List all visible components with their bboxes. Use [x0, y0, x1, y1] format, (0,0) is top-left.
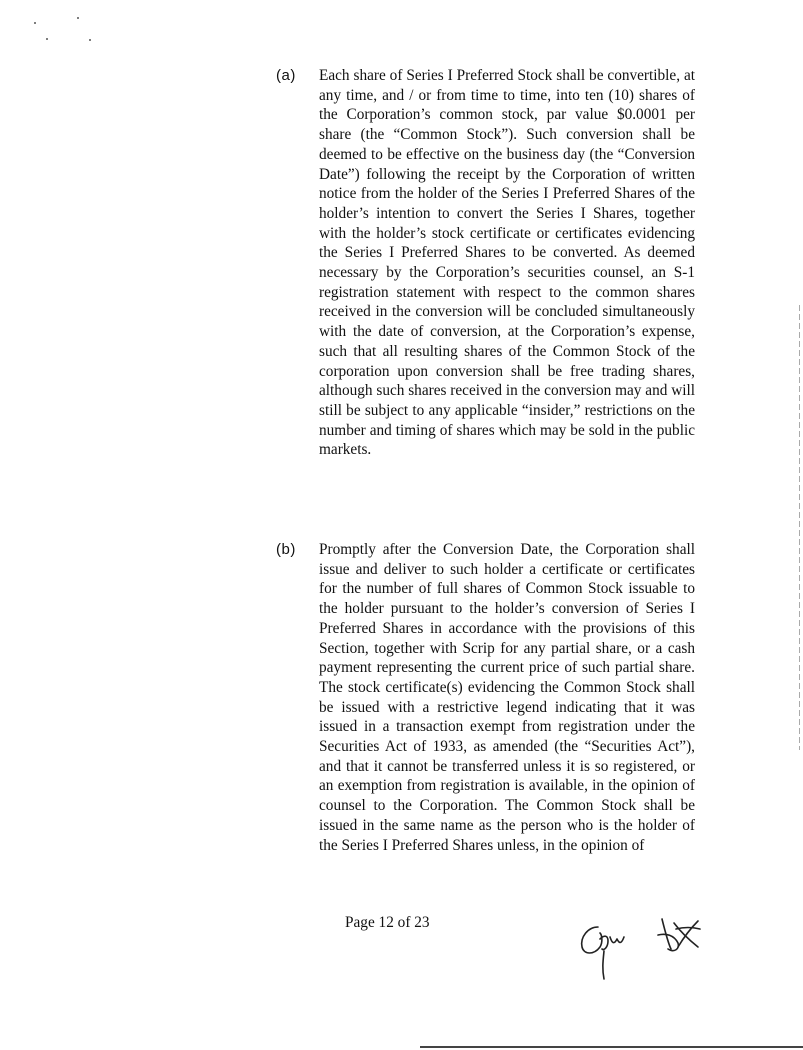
- clause-marker: (b): [276, 541, 296, 558]
- clause-marker: (a): [276, 67, 296, 84]
- page-number: Page 12 of 23: [345, 914, 430, 931]
- clause-text: Promptly after the Conversion Date, the Corporation shall issue and deliver to such holder a certificate or certificates for the number of full shares of Common Stock issuable to the holder pursuant to the holder’s conversion of Series I Preferred Shares in accordance with the provisions of this Section, together with Scrip for any partial share, or a cash payment representing the current price of such partial share. The stock certificate(s) evidencing the Common Stock shall be issued with a restrictive legend indicating that it was issued in a transaction exempt from registration under the Securities Act of 1933, as amended (the “Securities Act”), and that it cannot be transferred unless it is so registered, or an exemption from registration is available, in the opinion of counsel to the Corporation. The Common Stock shall be issued in the same name as the person who is the holder of the Series I Preferred Shares unless, in the opinion of: [319, 541, 695, 854]
- scan-speck: [46, 38, 48, 40]
- bottom-rule: [420, 1046, 803, 1048]
- handwritten-initials-icon: [570, 905, 730, 985]
- scan-speck: [77, 17, 79, 19]
- scan-edge-artifact: [799, 305, 800, 750]
- scan-speck: [34, 22, 36, 24]
- scan-speck: [89, 39, 91, 41]
- clause-text: Each share of Series I Preferred Stock shall be convertible, at any time, and / or from time to time, into ten (10) shares of the Corporation’s common stock, par value $0.0001 per share (the “Common Stock”). Such conversion shall be deemed to be effective on the business day (the “Conversion Date”) following the receipt by the Corporation of written notice from the holder of the Series I Preferred Shares of the holder’s intention to convert the Series I Shares, together with the holder’s stock certificate or certificates evidencing the Series I Preferred Shares to be converted. As deemed necessary by the Corporation’s securities counsel, an S-1 registration statement with respect to the common shares received in the conversion will be concluded simultaneously with the date of conversion, at the Corporation’s expense, such that all resulting shares of the Common Stock of the corporation upon conversion shall be free trading shares, although such shares received in the conversion may and will still be subject to any applicable “insider,” restrictions on the number and timing of shares which may be sold in the public markets.: [319, 67, 695, 459]
